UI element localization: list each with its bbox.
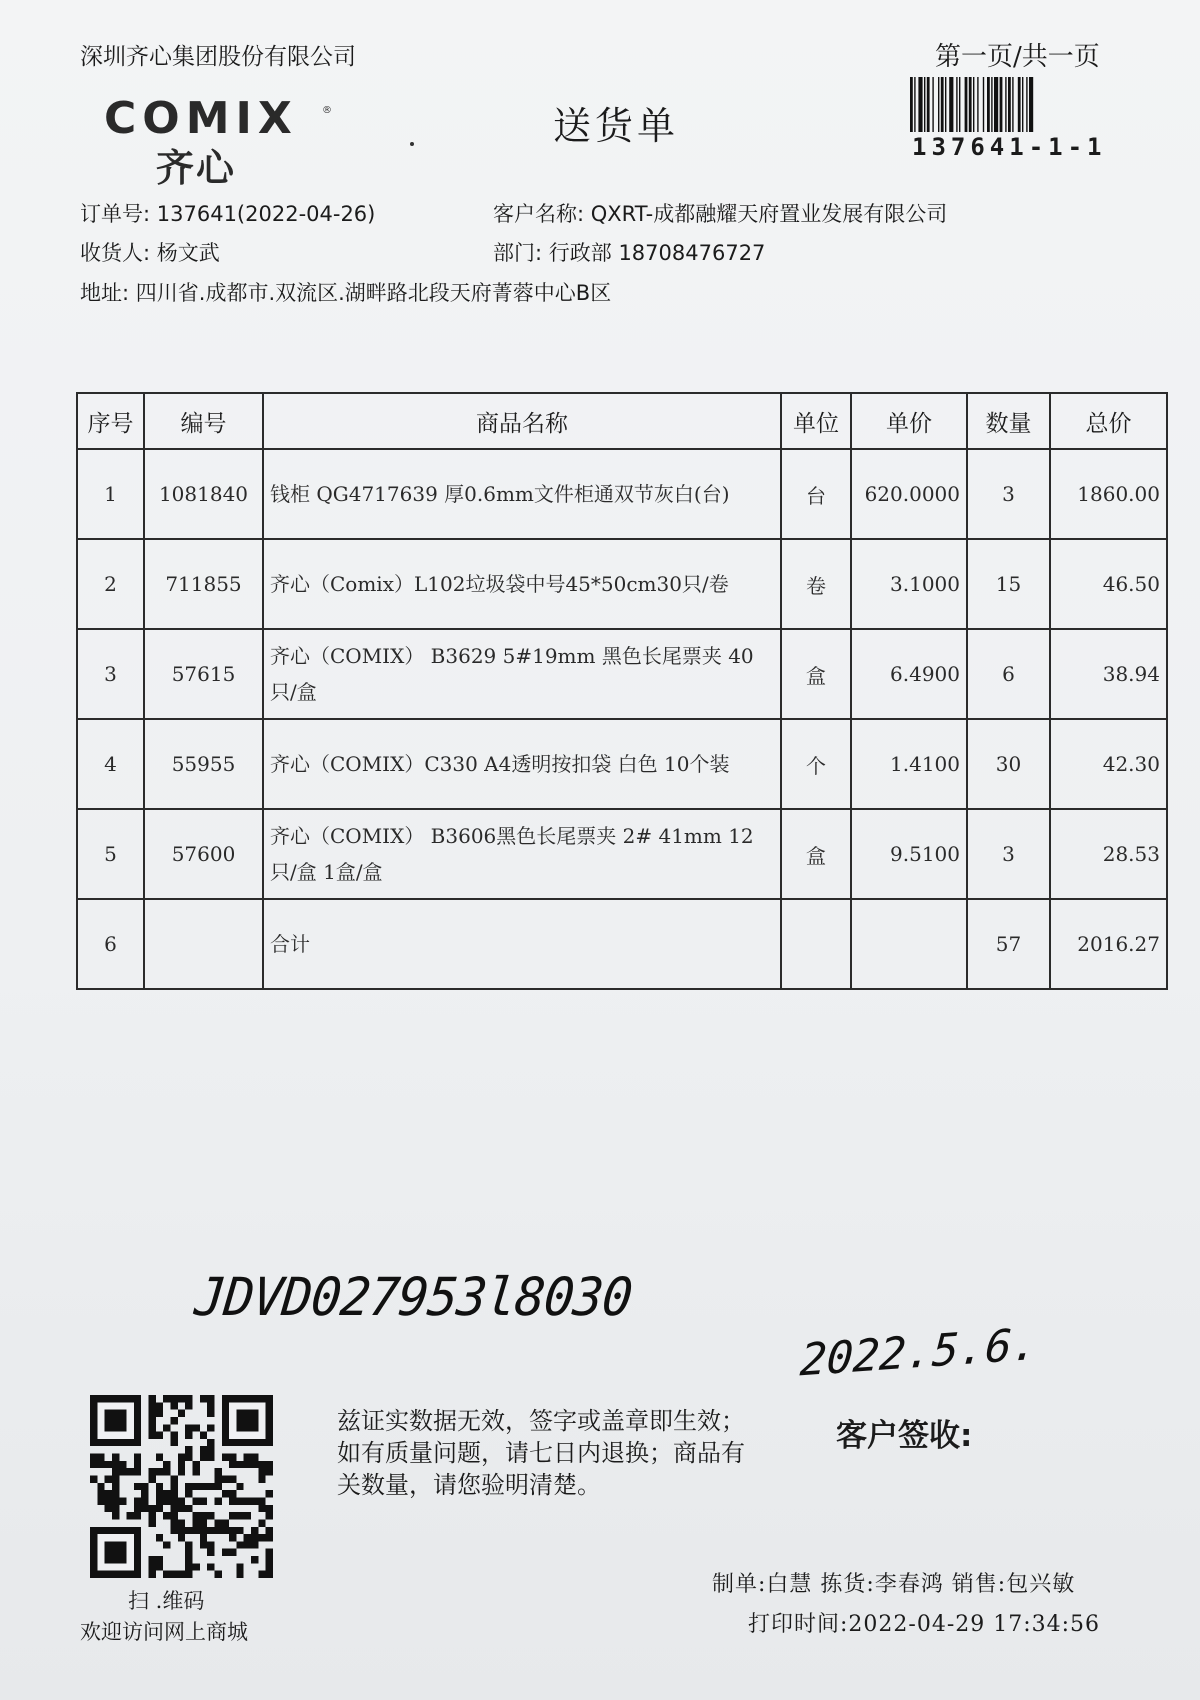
cell-seq: 2	[77, 539, 144, 629]
cell-product: 齐心（COMIX） B3606黑色长尾票夹 2# 41mm 12只/盒 1盒/盒	[263, 809, 781, 899]
customer-name	[493, 198, 947, 228]
cell-total: 1860.00	[1050, 449, 1167, 539]
goods-table	[76, 392, 1168, 990]
cell-qty: 6	[967, 629, 1050, 719]
qr-caption-scan: 扫 .维码	[128, 1589, 205, 1613]
address-value: 四川省.成都市.双流区.湖畔路北段天府菁蓉中心B区	[135, 281, 612, 305]
print-time: 打印时间:2022-04-29 17:34:56	[748, 1612, 1101, 1637]
col-header-qty: 数量	[967, 393, 1050, 449]
address-label: 地址:	[80, 281, 130, 305]
cell-product: 齐心（Comix）L102垃圾袋中号45*50cm30只/卷	[263, 539, 781, 629]
qr-caption-mall: 欢迎访问网上商城	[80, 1620, 248, 1644]
table-row	[77, 719, 1167, 809]
table-header-row	[77, 393, 1167, 449]
ink-dot	[410, 142, 414, 146]
col-header-code: 编号	[144, 393, 263, 449]
cell-product: 钱柜 QG4717639 厚0.6mm文件柜通双节灰白(台)	[263, 449, 781, 539]
cell-total: 46.50	[1050, 539, 1167, 629]
order-number	[80, 198, 375, 228]
customer-value: QXRT-成都融耀天府置业发展有限公司	[590, 202, 948, 226]
customer-label: 客户名称:	[493, 202, 585, 226]
department-value: 行政部 18708476727	[548, 241, 766, 265]
address	[80, 277, 611, 307]
receiver	[80, 237, 220, 267]
cell-total: 28.53	[1050, 809, 1167, 899]
col-header-total: 总价	[1050, 393, 1167, 449]
department	[493, 237, 765, 267]
cell-code: 1081840	[144, 449, 263, 539]
logo-wordmark: COMIX	[104, 93, 298, 144]
cell-price: 6.4900	[851, 629, 967, 719]
cell-price: 9.5100	[851, 809, 967, 899]
receiver-value: 杨文武	[156, 241, 220, 265]
cell-code: 711855	[144, 539, 263, 629]
document-title: 送货单	[553, 104, 680, 148]
cell-price: 3.1000	[851, 539, 967, 629]
col-header-seq: 序号	[77, 393, 144, 449]
registered-mark-icon: ®	[322, 105, 332, 116]
cell-price	[851, 899, 967, 989]
cell-unit: 盒	[781, 809, 851, 899]
company-name: 深圳齐心集团股份有限公司	[80, 44, 356, 70]
cell-price: 1.4100	[851, 719, 967, 809]
cell-unit: 卷	[781, 539, 851, 629]
cell-seq: 1	[77, 449, 144, 539]
notice-text: 兹证实数据无效，签字或盖章即生效；如有质量问题，请七日内退换；商品有关数量，请您验明清楚。	[337, 1407, 745, 1499]
col-header-price: 单价	[851, 393, 967, 449]
cell-unit: 个	[781, 719, 851, 809]
col-header-product: 商品名称	[263, 393, 781, 449]
cell-qty: 3	[967, 809, 1050, 899]
qr-code-icon	[90, 1395, 273, 1578]
cell-code: 57615	[144, 629, 263, 719]
col-header-unit: 单位	[781, 393, 851, 449]
cell-seq: 6	[77, 899, 144, 989]
cell-code: 55955	[144, 719, 263, 809]
table-row-total	[77, 899, 1167, 989]
cell-product: 合计	[263, 899, 781, 989]
logo-chinese: 齐心	[156, 146, 237, 190]
receiver-label: 收货人:	[80, 241, 151, 265]
cell-qty: 15	[967, 539, 1050, 629]
table-row	[77, 629, 1167, 719]
department-label: 部门:	[493, 241, 543, 265]
cell-unit: 台	[781, 449, 851, 539]
barcode-number: 137641-1-1	[912, 133, 1107, 161]
cell-product: 齐心（COMIX）C330 A4透明按扣袋 白色 10个装	[263, 719, 781, 809]
comix-logo	[104, 93, 334, 188]
staff-line: 制单:白慧 拣货:李春鸿 销售:包兴敏	[712, 1572, 1076, 1597]
table-row	[77, 539, 1167, 629]
cell-total: 2016.27	[1050, 899, 1167, 989]
cell-qty: 30	[967, 719, 1050, 809]
cell-total: 42.30	[1050, 719, 1167, 809]
cell-price: 620.0000	[851, 449, 967, 539]
handwritten-tracking-code: JDVD027953l8030	[191, 1266, 635, 1328]
handwritten-date: 2022.5.6.	[798, 1318, 1040, 1387]
cell-seq: 4	[77, 719, 144, 809]
cell-unit: 盒	[781, 629, 851, 719]
cell-code	[144, 899, 263, 989]
cell-product: 齐心（COMIX） B3629 5#19mm 黑色长尾票夹 40只/盒	[263, 629, 781, 719]
cell-seq: 3	[77, 629, 144, 719]
cell-code: 57600	[144, 809, 263, 899]
page-indicator: 第一页/共一页	[935, 42, 1100, 72]
cell-qty: 3	[967, 449, 1050, 539]
table-row	[77, 809, 1167, 899]
order-label: 订单号:	[80, 202, 151, 226]
cell-qty: 57	[967, 899, 1050, 989]
table-row	[77, 449, 1167, 539]
cell-unit	[781, 899, 851, 989]
order-value: 137641(2022-04-26)	[156, 202, 376, 226]
cell-seq: 5	[77, 809, 144, 899]
barcode	[910, 77, 1125, 132]
cell-total: 38.94	[1050, 629, 1167, 719]
customer-signature-label: 客户签收:	[836, 1418, 973, 1454]
